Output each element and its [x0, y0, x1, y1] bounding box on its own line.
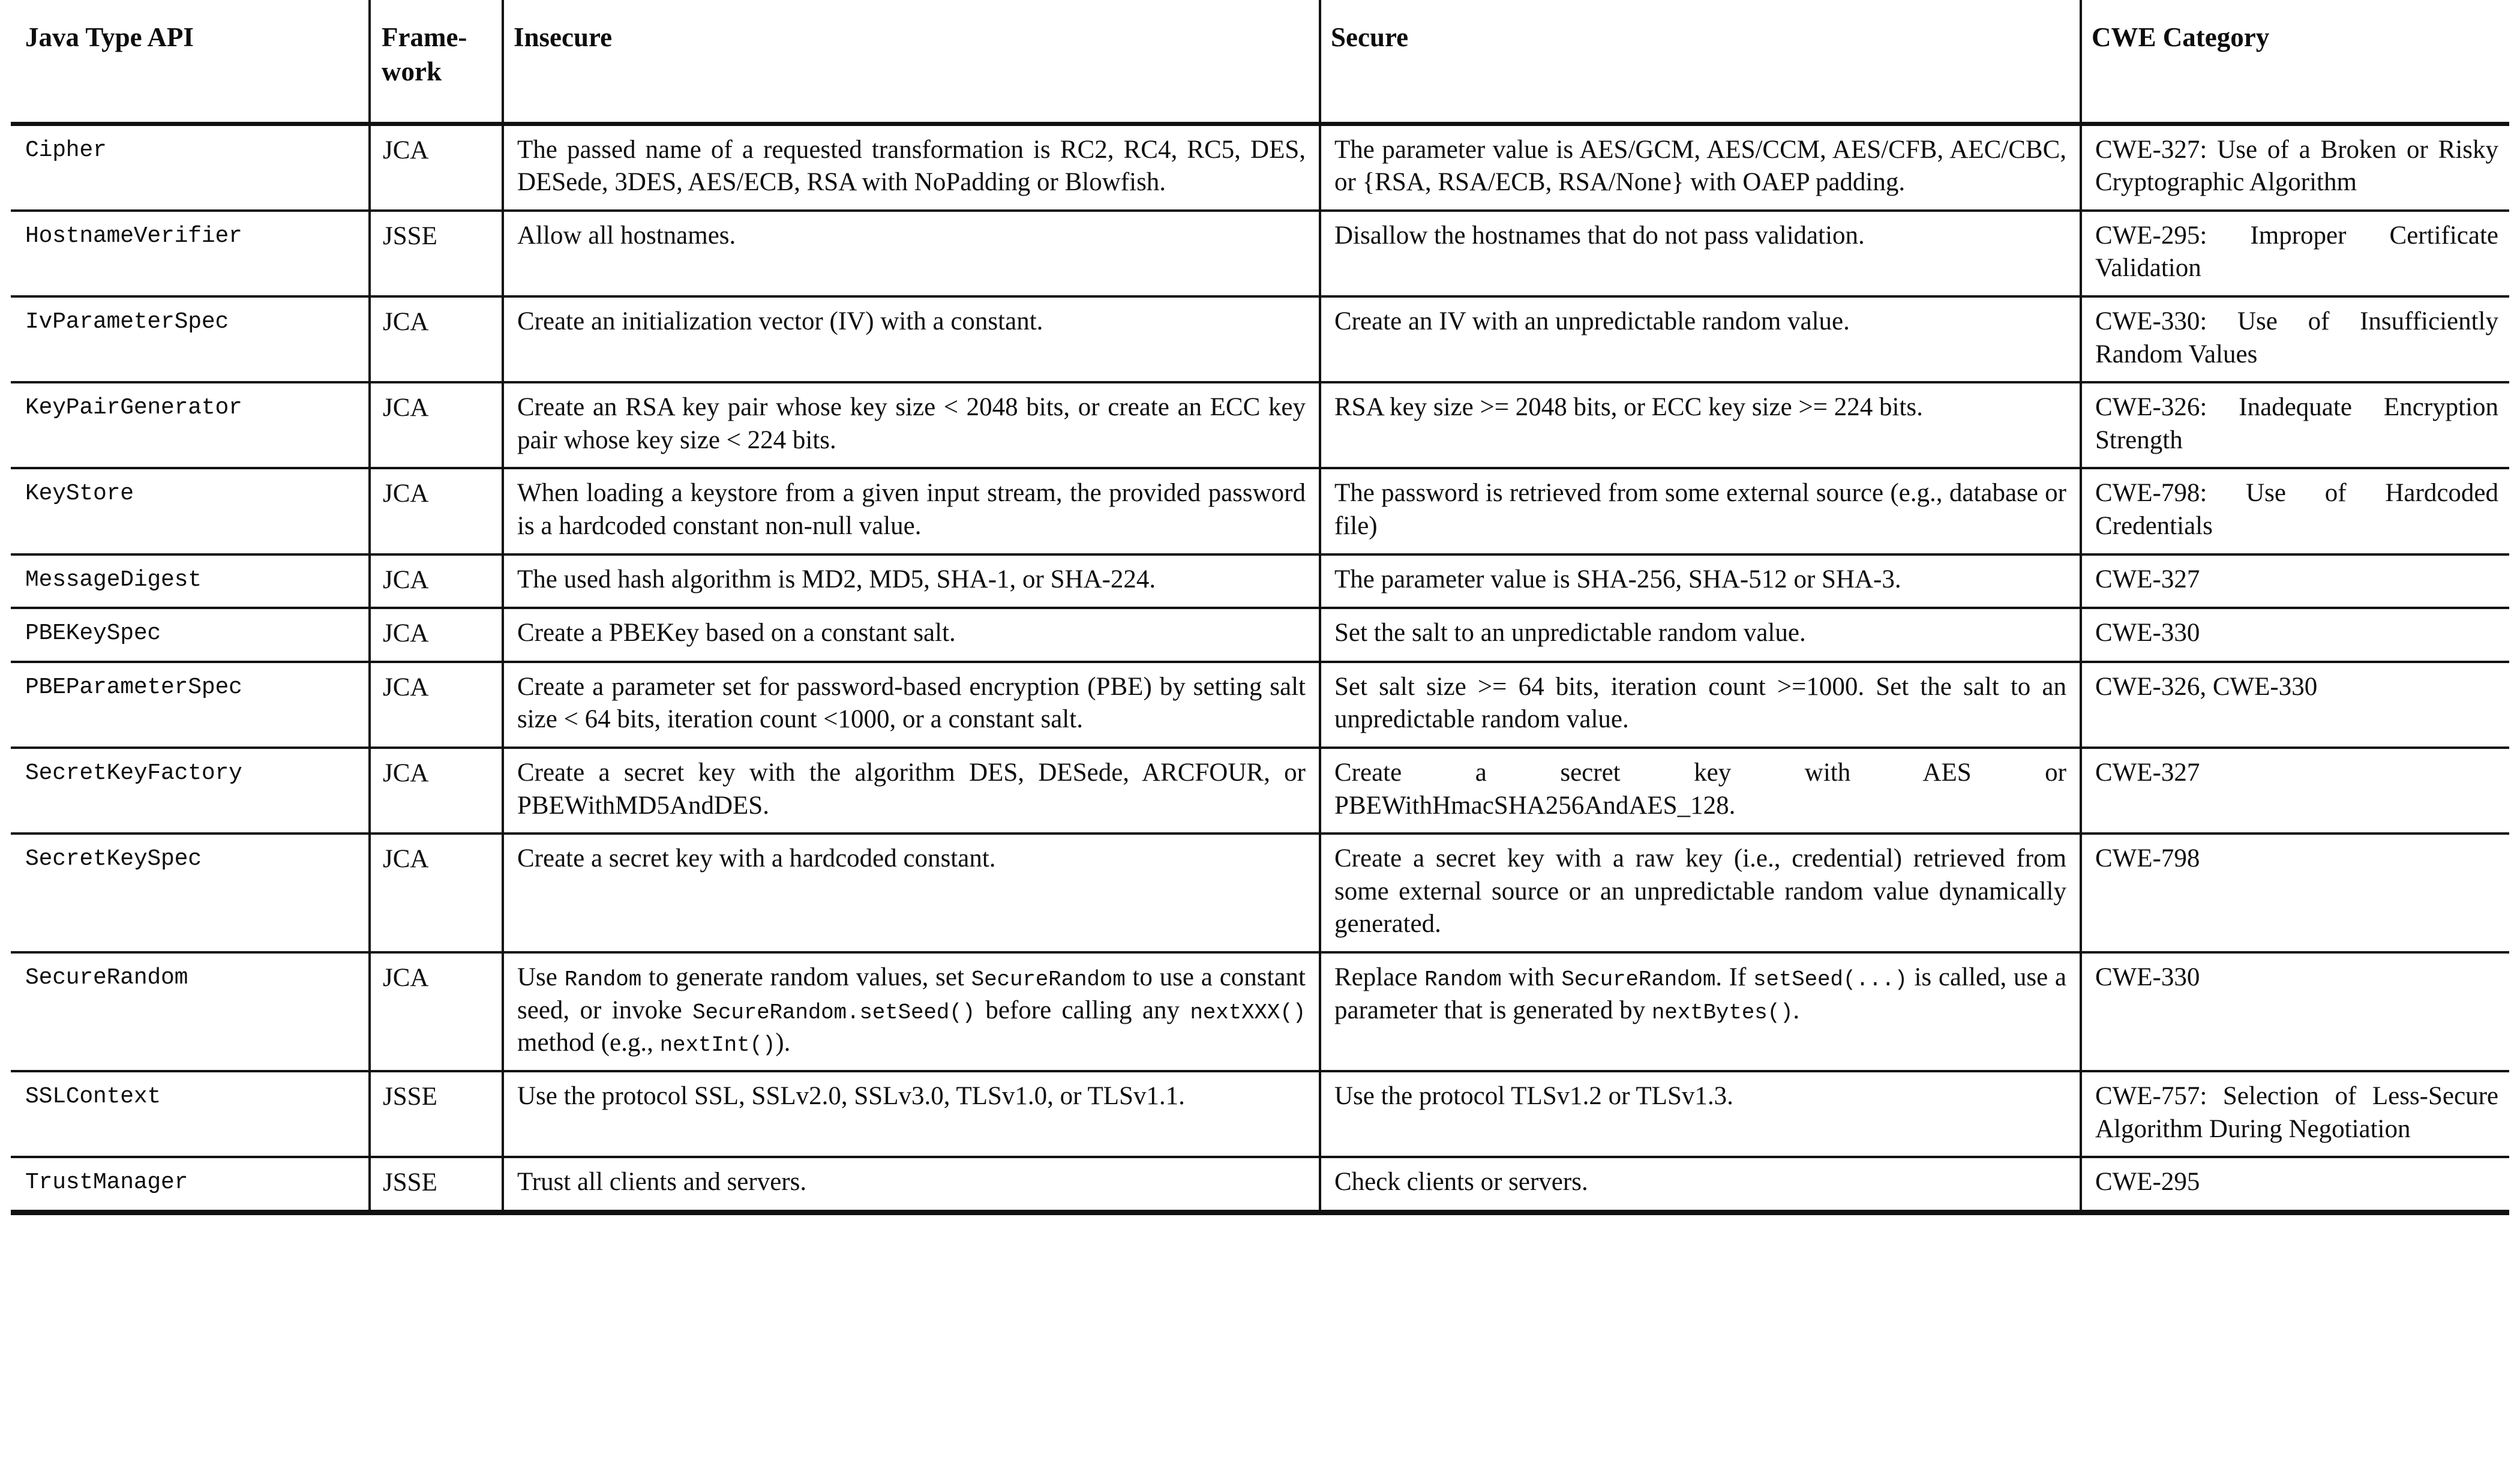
cell-api-name: SecretKeySpec	[11, 834, 370, 952]
cell-api-name: SSLContext	[11, 1071, 370, 1157]
table-row	[11, 382, 2509, 468]
cell-secure: The parameter value is SHA-256, SHA-512 or SHA-3.	[1320, 554, 2081, 608]
cell-insecure: Create a parameter set for password-based encryption (PBE) by setting salt size < 64 bits, iteration count <1000, or a constant salt.	[503, 662, 1320, 748]
inline-code: SecureRandom	[1561, 967, 1716, 993]
cell-cwe-category: CWE-798	[2081, 834, 2509, 952]
header-row	[11, 0, 2509, 124]
cell-insecure: Create an RSA key pair whose key size < 2048 bits, or create an ECC key pair whose key size < 224 bits.	[503, 382, 1320, 468]
cell-secure: Create a secret key with a raw key (i.e., credential) retrieved from some external source or an unpredictable random value dynamically generated.	[1320, 834, 2081, 952]
cell-api-name: SecretKeyFactory	[11, 748, 370, 834]
cell-framework: JCA	[370, 662, 503, 748]
column-header-insecure: Insecure	[503, 0, 1320, 124]
cell-cwe-category: CWE-295	[2081, 1157, 2509, 1212]
cell-cwe-category: CWE-326, CWE-330	[2081, 662, 2509, 748]
cell-secure: The parameter value is AES/GCM, AES/CCM, AES/CFB, AEC/CBC, or {RSA, RSA/ECB, RSA/None} with OAEP padding.	[1320, 124, 2081, 211]
cell-framework: JSSE	[370, 211, 503, 296]
table-row	[11, 952, 2509, 1071]
cell-api-name: HostnameVerifier	[11, 211, 370, 296]
java-crypto-api-table	[11, 0, 2509, 1215]
cell-api-name: MessageDigest	[11, 554, 370, 608]
inline-code: nextInt()	[659, 1033, 776, 1058]
cell-framework: JCA	[370, 748, 503, 834]
table-row	[11, 296, 2509, 382]
bottom-rule-segment	[1320, 1212, 2081, 1215]
cell-cwe-category: CWE-295: Improper Certificate Validation	[2081, 211, 2509, 296]
cell-secure: Check clients or servers.	[1320, 1157, 2081, 1212]
inline-code: Random	[564, 967, 642, 993]
cell-framework: JSSE	[370, 1157, 503, 1212]
table-row	[11, 748, 2509, 834]
table-head	[11, 0, 2509, 124]
cell-framework: JCA	[370, 124, 503, 211]
cell-insecure: When loading a keystore from a given input stream, the provided password is a hardcoded constant non-null value.	[503, 468, 1320, 554]
cell-insecure: Allow all hostnames.	[503, 211, 1320, 296]
cell-secure: Set salt size >= 64 bits, iteration count >=1000. Set the salt to an unpredictable random value.	[1320, 662, 2081, 748]
table-row	[11, 124, 2509, 211]
table-row	[11, 1157, 2509, 1212]
cell-api-name: KeyPairGenerator	[11, 382, 370, 468]
cell-cwe-category: CWE-327: Use of a Broken or Risky Cryptographic Algorithm	[2095, 135, 2498, 197]
cell-cwe-category: CWE-330: Use of Insufficiently Random Values	[2081, 296, 2509, 382]
cell-framework: JCA	[370, 382, 503, 468]
cell-secure: Set the salt to an unpredictable random value.	[1320, 608, 2081, 662]
cell-insecure: Use Random to generate random values, set SecureRandom to use a constant seed, or invoke SecureRandom.setSeed() before calling any nextXXX() method (e.g., nextInt()).	[503, 952, 1320, 1071]
cell-framework: JCA	[370, 554, 503, 608]
cell-api-name: KeyStore	[11, 468, 370, 554]
cell-cwe-category: CWE-327	[2081, 554, 2509, 608]
cell-cwe-category: CWE-330	[2081, 608, 2509, 662]
bottom-rule	[11, 1212, 2509, 1215]
table-row	[11, 468, 2509, 554]
cell-api-name: IvParameterSpec	[11, 296, 370, 382]
inline-code: SecureRandom.setSeed()	[692, 1000, 975, 1025]
inline-code: Random	[1424, 967, 1502, 993]
cell-secure: RSA key size >= 2048 bits, or ECC key size >= 224 bits.	[1320, 382, 2081, 468]
inline-code: nextXXX()	[1190, 1000, 1306, 1025]
column-header-secure: Secure	[1320, 0, 2081, 124]
cell-cwe-category: CWE-326: Inadequate Encryption Strength	[2081, 382, 2509, 468]
cell-api-name: SecureRandom	[11, 952, 370, 1071]
cell-insecure: Trust all clients and servers.	[503, 1157, 1320, 1212]
cell-framework: JCA	[370, 952, 503, 1071]
cell-api-name: PBEKeySpec	[11, 608, 370, 662]
cell-api-name: PBEParameterSpec	[11, 662, 370, 748]
table-row	[11, 554, 2509, 608]
column-header-api: Java Type API	[11, 0, 370, 124]
cell-insecure: Create a secret key with a hardcoded constant.	[503, 834, 1320, 952]
cell-secure: Create a secret key with AES or PBEWithHmacSHA256AndAES_128.	[1320, 748, 2081, 834]
cell-insecure: The used hash algorithm is MD2, MD5, SHA-1, or SHA-224.	[503, 554, 1320, 608]
inline-code: nextBytes()	[1651, 1000, 1793, 1025]
column-header-cwe: CWE Category	[2081, 0, 2509, 124]
table-row	[11, 834, 2509, 952]
table-body	[11, 124, 2509, 1215]
cell-insecure: Use the protocol SSL, SSLv2.0, SSLv3.0, TLSv1.0, or TLSv1.1.	[503, 1071, 1320, 1157]
cell-cwe-category: CWE-330	[2081, 952, 2509, 1071]
cell-framework: JCA	[370, 608, 503, 662]
cell-secure: Replace Random with SecureRandom. If setSeed(...) is called, use a parameter that is generated by nextBytes().	[1320, 952, 2081, 1071]
cell-framework: JCA	[370, 296, 503, 382]
inline-code: SecureRandom	[971, 967, 1126, 993]
inline-code: setSeed(...)	[1753, 967, 1907, 993]
cell-api-name: Cipher	[11, 124, 370, 211]
cell-secure: Disallow the hostnames that do not pass validation.	[1320, 211, 2081, 296]
cell-secure: Create an IV with an unpredictable random value.	[1320, 296, 2081, 382]
cell-secure: Use the protocol TLSv1.2 or TLSv1.3.	[1320, 1071, 2081, 1157]
cell-framework: JCA	[370, 834, 503, 952]
cell-framework: JSSE	[370, 1071, 503, 1157]
table-row	[11, 608, 2509, 662]
cell-cwe-category: CWE-798: Use of Hardcoded Credentials	[2081, 468, 2509, 554]
bottom-rule-segment	[503, 1212, 1320, 1215]
cell-api-name: TrustManager	[11, 1157, 370, 1212]
table-row	[11, 1071, 2509, 1157]
bottom-rule-segment	[370, 1212, 503, 1215]
cell-secure: The password is retrieved from some external source (e.g., database or file)	[1320, 468, 2081, 554]
bottom-rule-segment	[11, 1212, 370, 1215]
cell-insecure: Create a secret key with the algorithm DES, DESede, ARCFOUR, or PBEWithMD5AndDES.	[503, 748, 1320, 834]
bottom-rule-segment	[2081, 1212, 2509, 1215]
cell-cwe-category: CWE-327	[2081, 748, 2509, 834]
column-header-framework: Frame- work	[370, 0, 503, 124]
cell-insecure: Create a PBEKey based on a constant salt.	[503, 608, 1320, 662]
cell-framework: JCA	[370, 468, 503, 554]
cell-insecure: The passed name of a requested transformation is RC2, RC4, RC5, DES, DESede, 3DES, AES/ECB, RSA with NoPadding or Blowfish.	[503, 124, 1320, 211]
cell-insecure: Create an initialization vector (IV) with a constant.	[503, 296, 1320, 382]
table-row	[11, 662, 2509, 748]
cell-cwe-category: CWE-757: Selection of Less-Secure Algorithm During Negotiation	[2081, 1071, 2509, 1157]
table-row	[11, 211, 2509, 296]
